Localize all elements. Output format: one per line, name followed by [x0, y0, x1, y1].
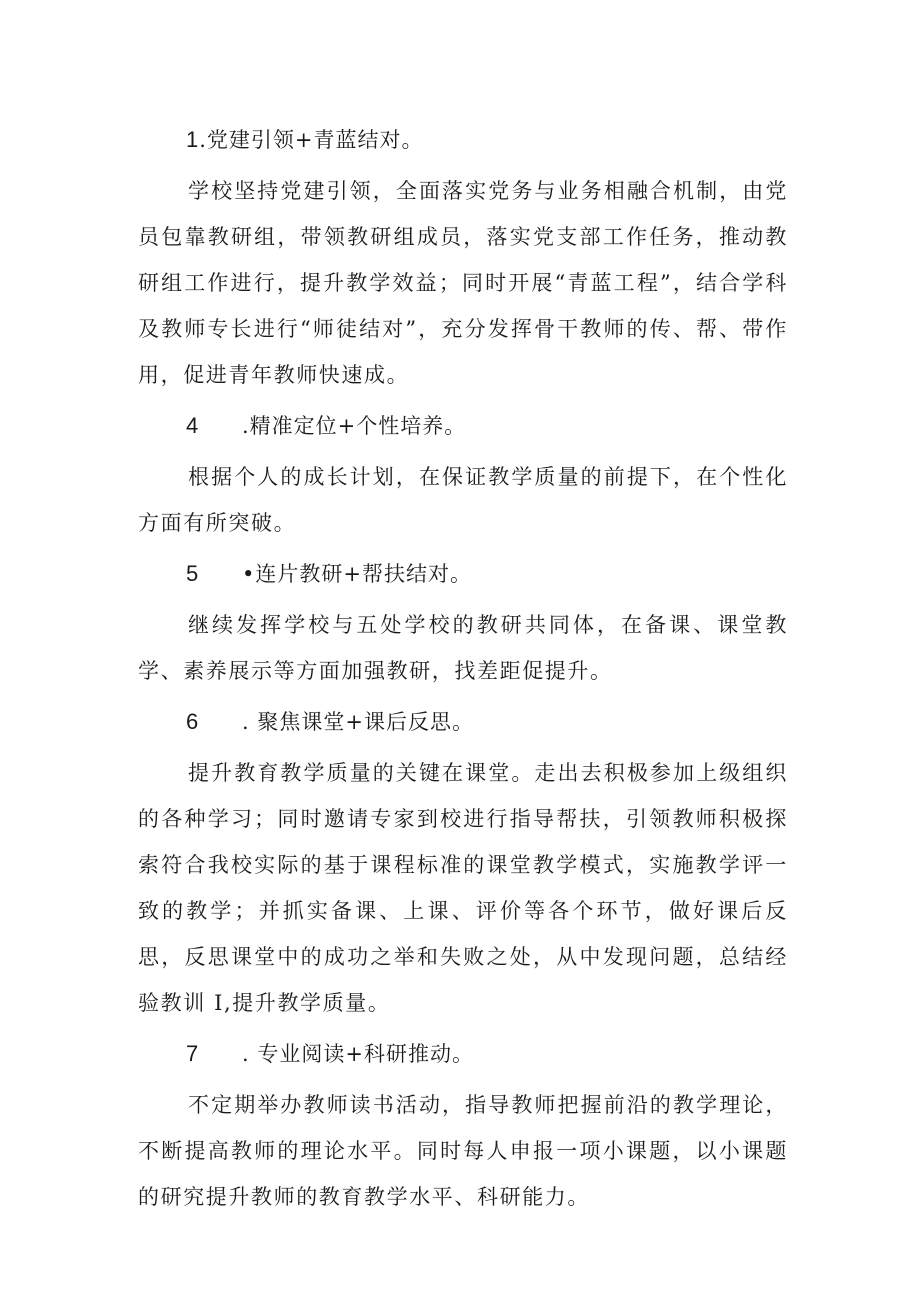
section-number: 5 — [186, 561, 200, 586]
section-number: 7 — [186, 1041, 200, 1066]
section-paragraph-6: 提升教育教学质量的关键在课堂。走出去积极参加上级组织的各种学习；同时邀请专家到校进行指导帮扶，引领教师积极探索符合我校实际的基于课程标准的课堂教学模式，实施教学评一致的教学；并抓实备课、上课、评价等各个环节，做好课后反思，反思课堂中的成功之举和失败之处，从中发现问题，总结经验教训 I,提升教学质量。 — [138, 761, 788, 1015]
section-number: 1 — [186, 127, 200, 152]
section-paragraph-4: 根据个人的成长计划，在保证教学质量的前提下，在个性化方面有所突破。 — [138, 465, 788, 535]
section-heading-7 — [138, 1030, 788, 1078]
section-title: . 专业阅读+科研推动。 — [242, 1042, 474, 1066]
document-content — [138, 116, 788, 1224]
section-heading-5 — [138, 550, 788, 598]
section-paragraph-1: 学校坚持党建引领，全面落实党务与业务相融合机制，由党员包靠教研组，带领教研组成员，落实党支部工作任务，推动教研组工作进行，提升教学效益；同时开展“青蓝工程”，结合学科及教师专长进行“师徒结对”，充分发挥骨干教师的传、帮、带作用，促进青年教师快速成。 — [138, 179, 788, 387]
section-title: .党建引领+青蓝结对。 — [199, 128, 424, 152]
section-heading-1 — [138, 116, 788, 164]
section-title: . 聚焦课堂+课后反思。 — [242, 710, 474, 734]
section-paragraph-5: 继续发挥学校与五处学校的教研共同体，在备课、课堂教学、素养展示等方面加强教研，找差距促提升。 — [138, 613, 788, 683]
section-heading-4 — [138, 402, 788, 450]
section-title: .精准定位+个性培养。 — [242, 414, 467, 438]
section-heading-6 — [138, 698, 788, 746]
section-number: 6 — [186, 709, 200, 734]
section-title: •连片教研+帮扶结对。 — [242, 562, 472, 586]
section-paragraph-7: 不定期举办教师读书活动，指导教师把握前沿的教学理论，不断提高教师的理论水平。同时每人申报一项小课题，以小课题的研究提升教师的教育教学水平、科研能力。 — [138, 1093, 788, 1209]
section-number: 4 — [186, 413, 200, 438]
